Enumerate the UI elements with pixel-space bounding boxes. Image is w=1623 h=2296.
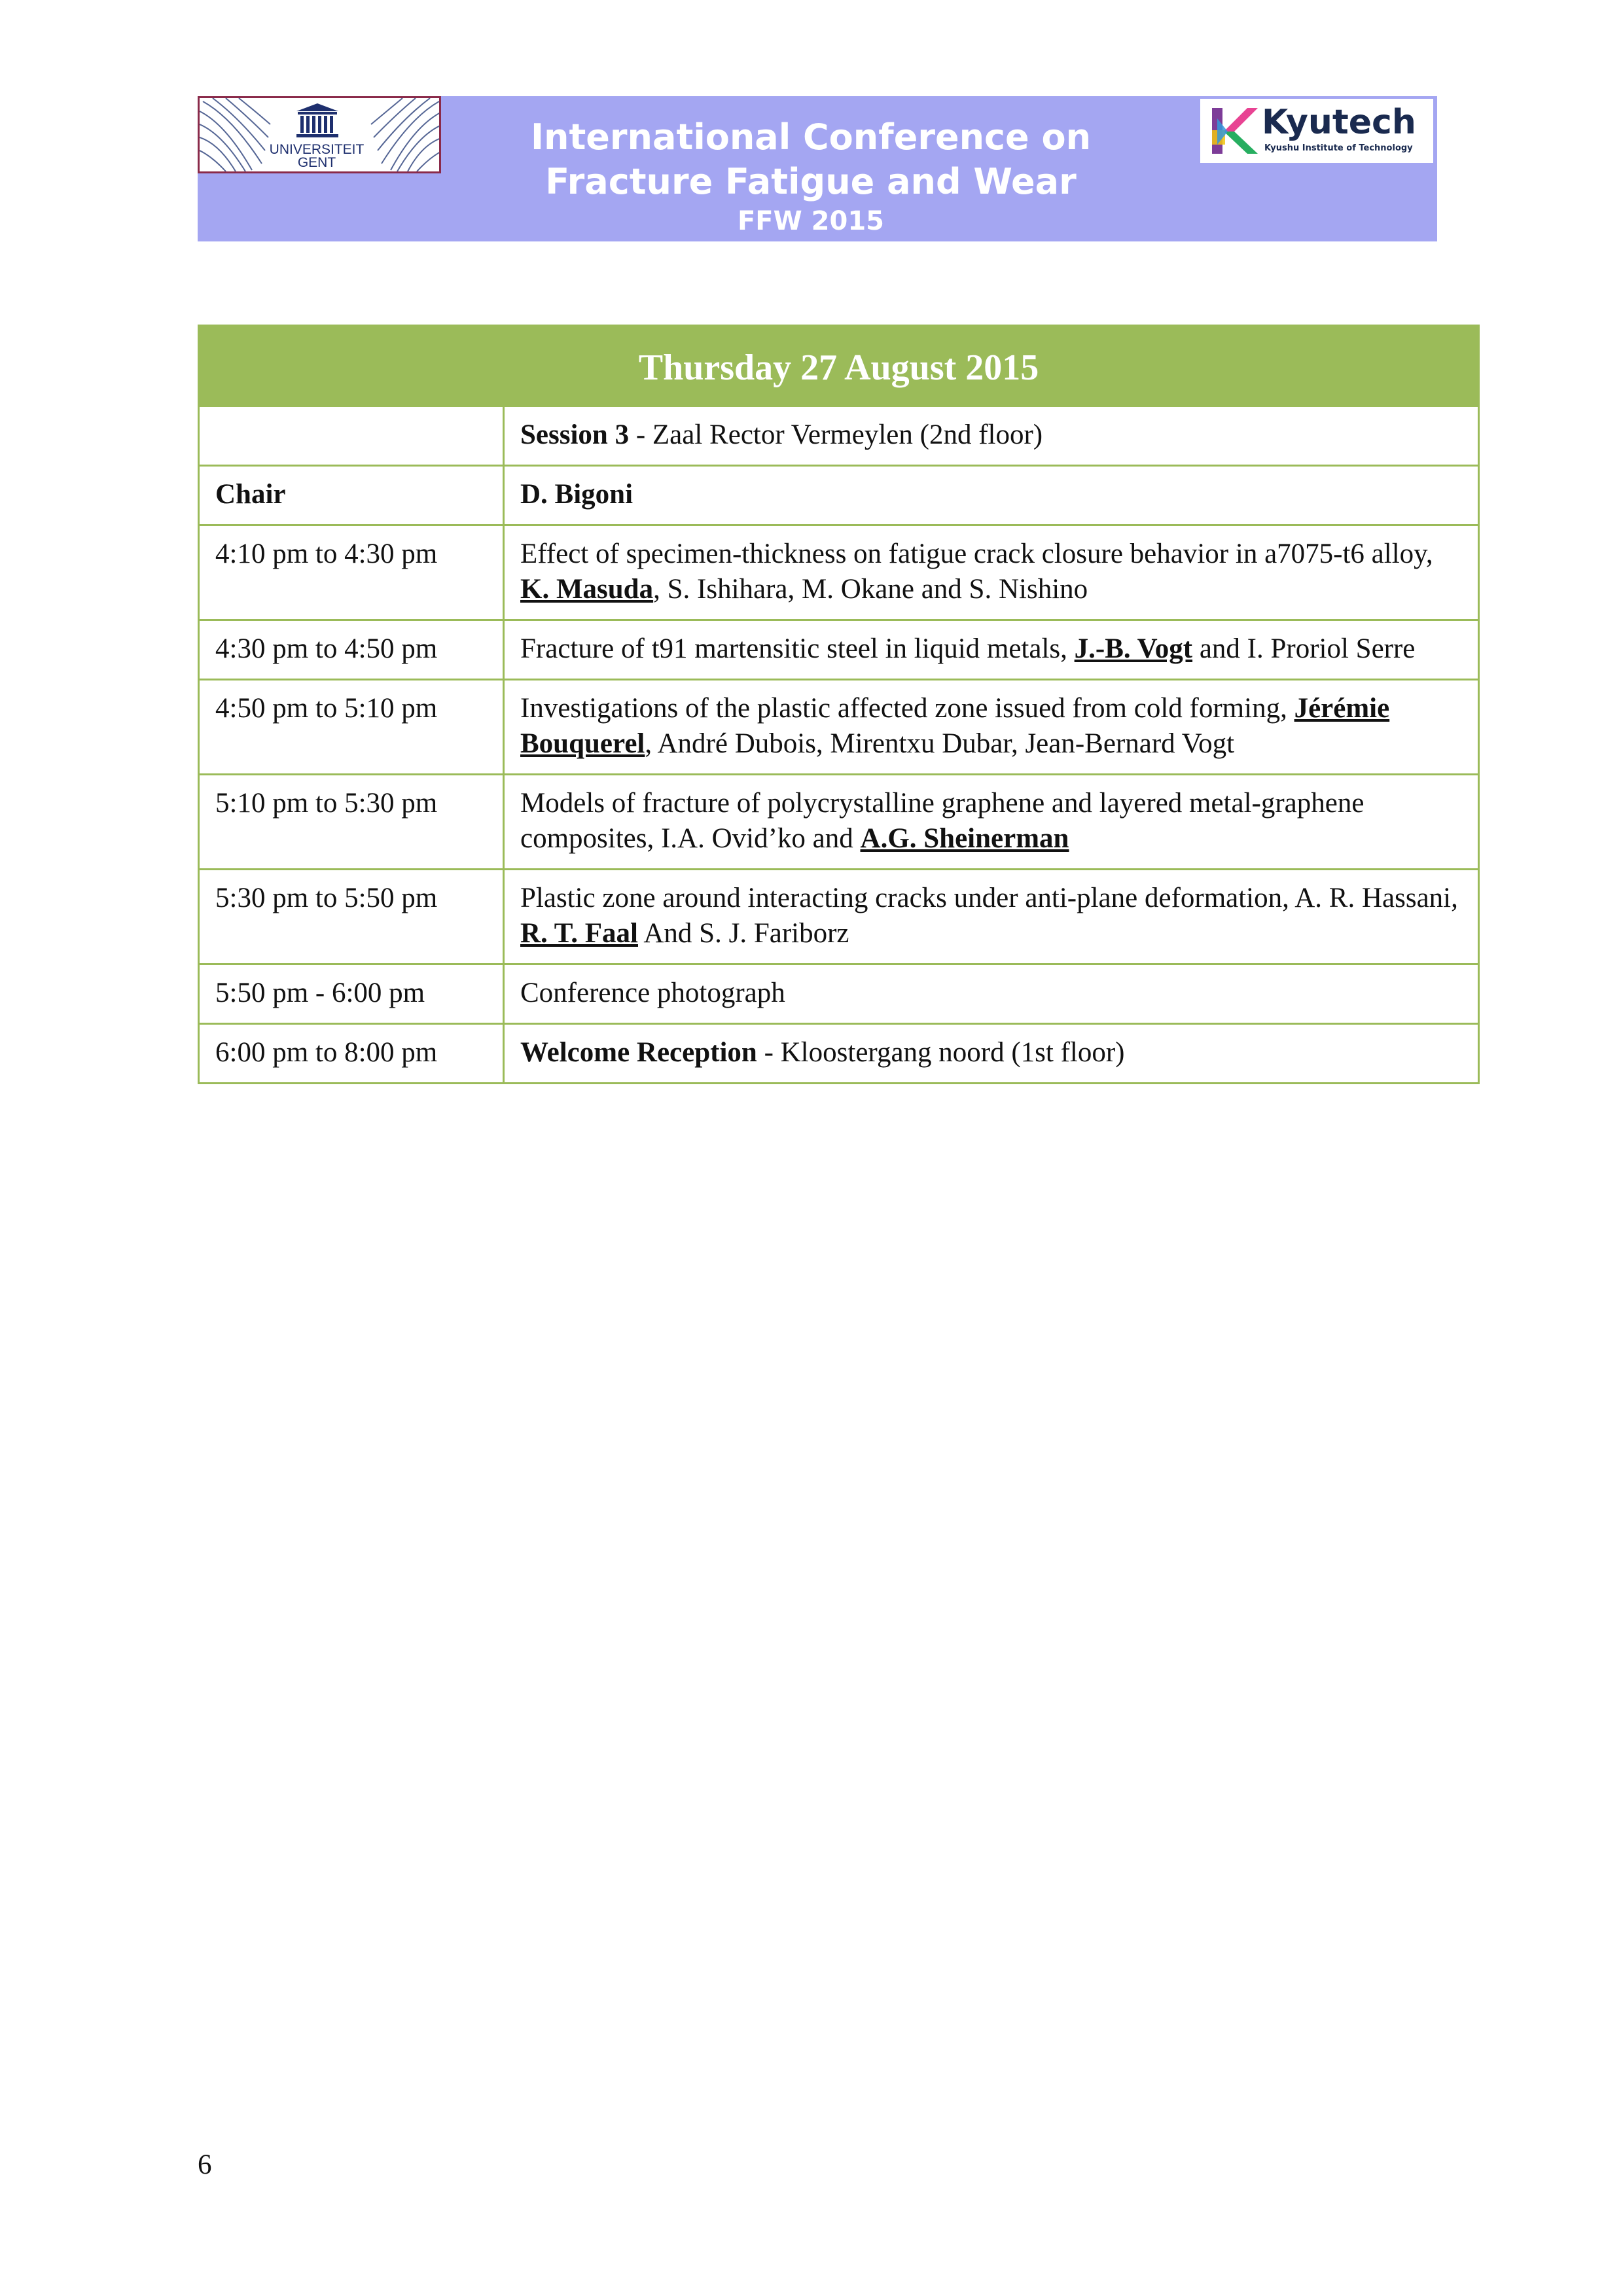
universiteit-gent-logo — [198, 96, 441, 173]
talk-time: 5:10 pm to 5:30 pm — [199, 775, 504, 870]
talk-title: Effect of specimen-thickness on fatigue crack closure behavior in a7075-t6 alloy, — [520, 539, 1433, 569]
talk-time: 5:30 pm to 5:50 pm — [199, 870, 504, 964]
talk-time: 4:10 pm to 4:30 pm — [199, 525, 504, 620]
session-cell — [504, 406, 1479, 466]
kyutech-subtitle: Kyushu Institute of Technology — [1264, 143, 1413, 153]
talk-presenter: K. Masuda — [520, 574, 654, 605]
session-empty-cell — [199, 406, 504, 466]
chair-name: D. Bigoni — [504, 466, 1479, 525]
table-row — [199, 775, 1479, 870]
table-row — [199, 680, 1479, 775]
talk-coauthors: , S. Ishihara, M. Okane and S. Nishino — [653, 574, 1088, 605]
kyutech-k-icon — [1208, 105, 1259, 156]
session-row — [199, 406, 1479, 466]
conference-acronym: FFW 2015 — [737, 206, 885, 236]
talk-details — [504, 525, 1479, 620]
table-row — [199, 870, 1479, 964]
chair-label: Chair — [199, 466, 504, 525]
reception-time: 6:00 pm to 8:00 pm — [199, 1024, 504, 1084]
logo-text-universiteit: UNIVERSITEIT — [269, 142, 365, 157]
conference-banner — [198, 96, 1437, 241]
talk-presenter: J.-B. Vogt — [1074, 633, 1193, 664]
kyutech-logo — [1200, 99, 1433, 163]
photo-time: 5:50 pm - 6:00 pm — [199, 964, 504, 1024]
talk-presenter: Jérémie Bouquerel — [520, 693, 1390, 759]
day-header-row — [199, 326, 1479, 406]
table-row — [199, 620, 1479, 680]
schedule-table — [198, 325, 1480, 1084]
day-title: Thursday 27 August 2015 — [199, 326, 1479, 406]
talk-title: Investigations of the plastic affected zone issued from cold forming, — [520, 693, 1294, 724]
photo-row — [199, 964, 1479, 1024]
logo-text-gent: GENT — [297, 155, 336, 170]
talk-title: Models of fracture of polycrystalline graphene and layered metal-graphene composites, I.A. Ovid’ko and — [520, 788, 1364, 854]
talk-time: 4:30 pm to 4:50 pm — [199, 620, 504, 680]
conference-title-line2: Fracture Fatigue and Wear — [545, 161, 1077, 202]
reception-details — [504, 1024, 1479, 1084]
talk-coauthors: , André Dubois, Mirentxu Dubar, Jean-Bernard Vogt — [645, 728, 1235, 759]
photo-text: Conference photograph — [504, 964, 1479, 1024]
talk-details — [504, 620, 1479, 680]
talk-coauthors: and I. Proriol Serre — [1192, 633, 1416, 664]
table-row — [199, 525, 1479, 620]
reception-row — [199, 1024, 1479, 1084]
talk-time: 4:50 pm to 5:10 pm — [199, 680, 504, 775]
talk-coauthors: And S. J. Fariborz — [637, 918, 849, 949]
talk-details — [504, 680, 1479, 775]
reception-location: - Kloostergang noord (1st floor) — [757, 1037, 1125, 1068]
talk-presenter: R. T. Faal — [520, 918, 638, 949]
talk-presenter: A.G. Sheinerman — [860, 823, 1069, 854]
talk-details — [504, 775, 1479, 870]
talk-details — [504, 870, 1479, 964]
reception-label: Welcome Reception — [520, 1037, 757, 1068]
talk-title: Fracture of t91 martensitic steel in liquid metals, — [520, 633, 1075, 664]
session-label: Session 3 — [520, 419, 630, 450]
kyutech-name: Kyutech — [1262, 103, 1416, 142]
talk-title: Plastic zone around interacting cracks under anti-plane deformation, A. R. Hassani, — [520, 883, 1458, 913]
conference-title-line1: International Conference on — [530, 116, 1092, 158]
chair-row — [199, 466, 1479, 525]
page-number: 6 — [198, 2149, 212, 2180]
session-location: - Zaal Rector Vermeylen (2nd floor) — [629, 419, 1043, 450]
